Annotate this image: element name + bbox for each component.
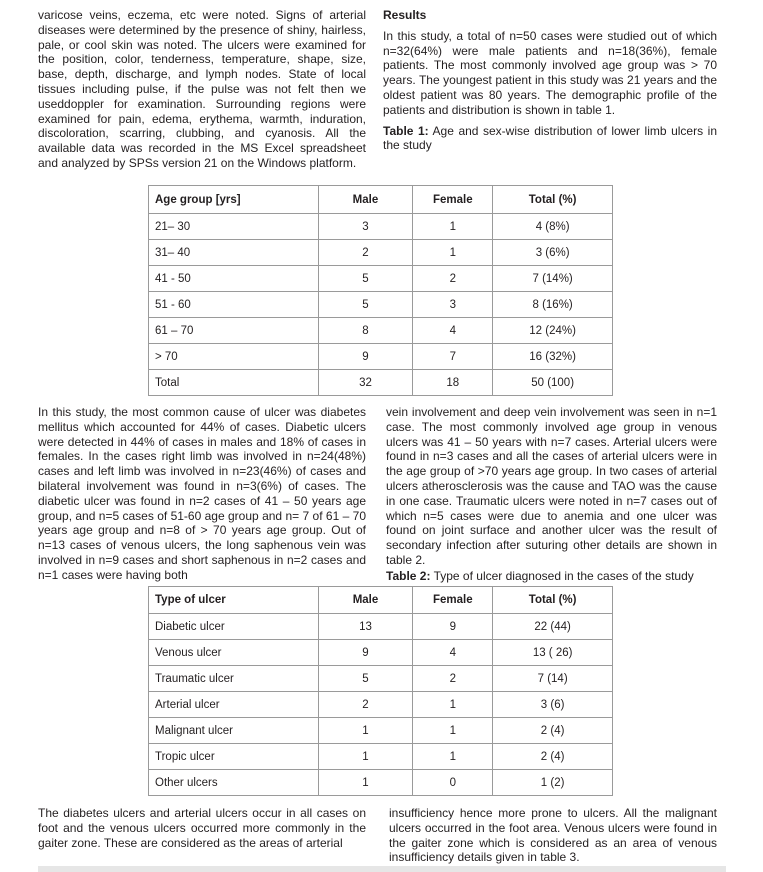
table1-caption-text: Age and sex-wise distribution of lower limb ulcers in the study xyxy=(383,123,717,153)
table-cell: 4 xyxy=(413,318,493,344)
table-cell: 1 (2) xyxy=(493,770,613,796)
results-text-column xyxy=(383,8,717,153)
table-cell: 7 (14%) xyxy=(493,266,613,292)
diagnosis-text-right xyxy=(386,405,717,584)
table-cell: 22 (44) xyxy=(493,614,613,640)
table-cell: 9 xyxy=(413,614,493,640)
table-row xyxy=(149,692,613,718)
diagnosis-paragraph-right: vein involvement and deep vein involvement was seen in n=1 case. The most commonly involved age group in venous ulcers was 41 – 50 years with n=7 cases. Arterial ulcers were found in n=3 cases and all the cases of arterial ulcers were in the age group of >70 years age group. In two cases of arterial ulcers atherosclerosis was the cause and TAO was the cause in one case. Traumatic ulcers were noted in n=7 cases out of which n=5 cases were due to anemia and one ulcer was found on joint surface and another ulcer was the result of secondary infection after suturing other details are shown in table 2. xyxy=(386,405,717,567)
table-cell: 4 xyxy=(413,640,493,666)
table2-header-type: Type of ulcer xyxy=(149,587,319,614)
diagnosis-text-left xyxy=(38,405,366,583)
table2-ulcer-types xyxy=(148,586,613,796)
table-cell: Arterial ulcer xyxy=(149,692,319,718)
table-cell: 1 xyxy=(413,692,493,718)
methods-text-column xyxy=(38,8,366,171)
table-row xyxy=(149,344,613,370)
table1-age-sex-distribution xyxy=(148,185,613,396)
page-footer-bar xyxy=(38,866,726,872)
table-cell: 2 (4) xyxy=(493,718,613,744)
table-row xyxy=(149,640,613,666)
table-cell: 21– 30 xyxy=(149,214,319,240)
table2-caption-label: Table 2: xyxy=(386,568,431,583)
table-cell: 12 (24%) xyxy=(493,318,613,344)
table-cell: 1 xyxy=(413,214,493,240)
table-row xyxy=(149,718,613,744)
table1-header-age-group: Age group [yrs] xyxy=(149,186,319,214)
table-cell: 2 xyxy=(318,692,413,718)
table-cell: 7 (14) xyxy=(493,666,613,692)
table-cell: 1 xyxy=(413,240,493,266)
table-cell: 9 xyxy=(318,344,413,370)
table-cell: Other ulcers xyxy=(149,770,319,796)
table-cell: 1 xyxy=(318,744,413,770)
table2-caption xyxy=(386,569,717,584)
table-row xyxy=(149,318,613,344)
location-text-right xyxy=(389,806,717,865)
table-cell: 5 xyxy=(318,292,413,318)
table1-header-row xyxy=(149,186,613,214)
table-cell: 1 xyxy=(413,744,493,770)
table-row xyxy=(149,292,613,318)
table-cell: 3 (6%) xyxy=(493,240,613,266)
table-cell: 2 xyxy=(318,240,413,266)
table-cell: Diabetic ulcer xyxy=(149,614,319,640)
table-cell: > 70 xyxy=(149,344,319,370)
location-text-left xyxy=(38,806,366,850)
table-row xyxy=(149,214,613,240)
table1-header-total: Total (%) xyxy=(493,186,613,214)
table-cell: 41 - 50 xyxy=(149,266,319,292)
table-cell: 1 xyxy=(318,770,413,796)
table-cell: 32 xyxy=(318,370,413,396)
table-cell: 18 xyxy=(413,370,493,396)
table-cell: 13 xyxy=(318,614,413,640)
table-cell: 9 xyxy=(318,640,413,666)
table-cell: 3 xyxy=(413,292,493,318)
table-row-total xyxy=(149,370,613,396)
table-cell: 8 (16%) xyxy=(493,292,613,318)
table-cell: 5 xyxy=(318,266,413,292)
table-cell: 13 ( 26) xyxy=(493,640,613,666)
table-cell: Traumatic ulcer xyxy=(149,666,319,692)
table-cell: 3 xyxy=(318,214,413,240)
table-cell: Total xyxy=(149,370,319,396)
table-cell: 1 xyxy=(413,718,493,744)
methods-paragraph: varicose veins, eczema, etc were noted. Signs of arterial diseases were determined by the presence of shiny, hairless, pale, or cool skin was noted. The ulcers were examined for the position, color, tenderness, temperature, shape, size, base, depth, discharge, and lymph nodes. State of local tissues including pulse, if the pulse was not felt then we useddoppler for examination. Surrounding regions were examined for pain, edema, erythema, warmth, induration, discoloration, scarring, clubbing, and cyanosis. All the available data was recorded in the MS Excel spreadsheet and analyzed by SPSs version 21 on the Windows platform. xyxy=(38,8,366,170)
table1-caption-label: Table 1: xyxy=(383,123,429,138)
table-row xyxy=(149,744,613,770)
table-cell: 2 xyxy=(413,266,493,292)
table-row xyxy=(149,666,613,692)
table-cell: Venous ulcer xyxy=(149,640,319,666)
location-paragraph-left: The diabetes ulcers and arterial ulcers occur in all cases on foot and the venous ulcers occurred more commonly in the gaiter zone. These are considered as the areas of arterial xyxy=(38,806,366,850)
table-cell: 16 (32%) xyxy=(493,344,613,370)
table-cell: 50 (100) xyxy=(493,370,613,396)
table-cell: 3 (6) xyxy=(493,692,613,718)
table-row xyxy=(149,266,613,292)
results-heading: Results xyxy=(383,8,427,22)
table1-header-male: Male xyxy=(318,186,413,214)
table-cell: 4 (8%) xyxy=(493,214,613,240)
results-paragraph: In this study, a total of n=50 cases were studied out of which n=32(64%) were male patients and n=18(36%), female patients. The most commonly involved age group was > 70 years. The youngest patient in this study was 21 years and the oldest patient was 80 years. The demographic profile of the patients and distribution is shown in table 1. xyxy=(383,28,717,117)
table1-header-female: Female xyxy=(413,186,493,214)
table2-header-male: Male xyxy=(318,587,413,614)
table-cell: Tropic ulcer xyxy=(149,744,319,770)
location-paragraph-right: insufficiency hence more prone to ulcers. All the malignant ulcers occurred in the foot area. Venous ulcers were found in the gaiter zone which is considered as an area of venous insufficiency details given in table 3. xyxy=(389,806,717,865)
table2-header-female: Female xyxy=(413,587,493,614)
table-row xyxy=(149,240,613,266)
table2-caption-text: Type of ulcer diagnosed in the cases of the study xyxy=(430,568,694,583)
table-cell: 31– 40 xyxy=(149,240,319,266)
table-row xyxy=(149,614,613,640)
table-cell: 51 - 60 xyxy=(149,292,319,318)
table2-header-row xyxy=(149,587,613,614)
table-cell: Malignant ulcer xyxy=(149,718,319,744)
table1-caption xyxy=(383,124,717,154)
table-row xyxy=(149,770,613,796)
table-cell: 8 xyxy=(318,318,413,344)
table-cell: 2 (4) xyxy=(493,744,613,770)
table-cell: 2 xyxy=(413,666,493,692)
table2-header-total: Total (%) xyxy=(493,587,613,614)
table-cell: 0 xyxy=(413,770,493,796)
table-cell: 61 – 70 xyxy=(149,318,319,344)
table-cell: 1 xyxy=(318,718,413,744)
diagnosis-paragraph-left: In this study, the most common cause of ulcer was diabetes mellitus which accounted for 44% of cases. Diabetic ulcers were detected in 44% of cases in males and 18% of cases in females. In the cases right limb was involved in n=24(48%) cases and left limb was involved in n=23(46%) of cases and bilateral involvement was found in n=3(6%) of cases. The diabetic ulcer was found in n=2 cases of 41 – 50 years age group, and n=5 cases of 51-60 age group and n= 7 of 61 – 70 years age group and n=8 of > 70 years age group. Out of n=13 cases of venous ulcers, the long saphenous vein was involved in n=9 cases and short saphenous in n=2 cases and n=1 cases were having both xyxy=(38,405,366,582)
table-cell: 7 xyxy=(413,344,493,370)
table-cell: 5 xyxy=(318,666,413,692)
